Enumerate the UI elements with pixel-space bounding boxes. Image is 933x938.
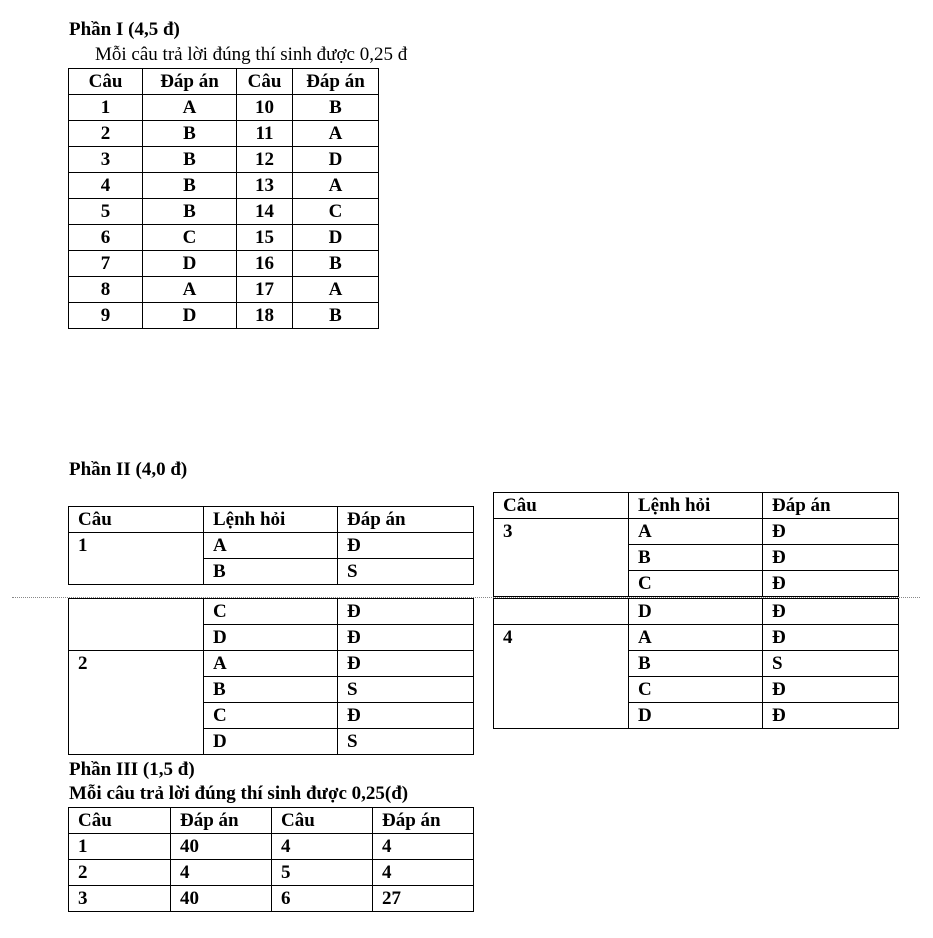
table-row (69, 225, 379, 251)
question-number: 17 (237, 277, 293, 303)
part2-right-table-bottom (493, 598, 899, 729)
question-number: 9 (69, 303, 143, 329)
answer-cell: Đ (763, 599, 899, 625)
statement-label: B (204, 559, 338, 585)
answer-cell: A (293, 121, 379, 147)
answer-cell: D (293, 147, 379, 173)
answer-cell: D (143, 303, 237, 329)
answer-cell: Đ (763, 519, 899, 545)
table-header-row (494, 493, 899, 519)
answer-cell: B (143, 147, 237, 173)
question-number: 2 (69, 121, 143, 147)
part1-answer-table (68, 68, 379, 329)
question-number: 13 (237, 173, 293, 199)
statement-label: C (204, 599, 338, 625)
question-number: 7 (69, 251, 143, 277)
question-number: 2 (69, 860, 171, 886)
question-number: 1 (69, 834, 171, 860)
answer-cell: Đ (338, 599, 474, 625)
statement-label: D (204, 729, 338, 755)
question-number: 8 (69, 277, 143, 303)
table-header-row (69, 808, 474, 834)
part3-subtitle: Mỗi câu trả lời đúng thí sinh được 0,25(đ) (69, 783, 409, 804)
answer-cell: C (293, 199, 379, 225)
question-number: 5 (69, 199, 143, 225)
answer-cell: 4 (373, 834, 474, 860)
table-row (69, 886, 474, 912)
part2-left-table-top (68, 506, 474, 585)
page-break-divider (12, 597, 920, 598)
question-number: 4 (272, 834, 373, 860)
statement-label: D (629, 703, 763, 729)
question-number: 12 (237, 147, 293, 173)
statement-label: B (629, 545, 763, 571)
header-cau: Câu (237, 69, 293, 95)
question-number: 5 (272, 860, 373, 886)
table-header-row (69, 507, 474, 533)
table-row (494, 625, 899, 651)
header-cau: Câu (69, 808, 171, 834)
question-number: 6 (69, 225, 143, 251)
question-number: 4 (69, 173, 143, 199)
table-row (69, 834, 474, 860)
answer-cell: 40 (171, 834, 272, 860)
part2-left-table-bottom (68, 598, 474, 755)
table-row (69, 199, 379, 225)
answer-cell: Đ (763, 677, 899, 703)
part1-title: Phần I (4,5 đ) (69, 19, 180, 40)
table-row (69, 303, 379, 329)
answer-cell: A (293, 277, 379, 303)
answer-cell: A (143, 277, 237, 303)
header-cau: Câu (69, 69, 143, 95)
table-row (69, 533, 474, 559)
question-number: 6 (272, 886, 373, 912)
answer-cell: A (293, 173, 379, 199)
answer-cell: S (763, 651, 899, 677)
continued-question-cell (69, 599, 204, 651)
table-row (69, 860, 474, 886)
answer-cell: 4 (171, 860, 272, 886)
table-row (69, 121, 379, 147)
part2-right-table-top (493, 492, 899, 597)
answer-cell: D (293, 225, 379, 251)
part2-title: Phần II (4,0 đ) (69, 459, 188, 480)
part1-subtitle: Mỗi câu trả lời đúng thí sinh được 0,25 đ (95, 44, 408, 65)
answer-cell: Đ (763, 625, 899, 651)
question-number: 3 (494, 519, 629, 597)
question-number: 14 (237, 199, 293, 225)
table-row (69, 173, 379, 199)
answer-cell: S (338, 677, 474, 703)
statement-label: C (629, 571, 763, 597)
answer-cell: S (338, 559, 474, 585)
answer-cell: Đ (763, 571, 899, 597)
part3-answer-table (68, 807, 474, 912)
answer-cell: 40 (171, 886, 272, 912)
statement-label: D (204, 625, 338, 651)
header-cau: Câu (69, 507, 204, 533)
table-row (69, 599, 474, 625)
answer-cell: D (143, 251, 237, 277)
question-number: 3 (69, 886, 171, 912)
answer-cell: B (143, 121, 237, 147)
header-cau: Câu (272, 808, 373, 834)
answer-cell: Đ (338, 703, 474, 729)
answer-cell: Đ (338, 625, 474, 651)
question-number: 10 (237, 95, 293, 121)
answer-cell: S (338, 729, 474, 755)
answer-cell: B (293, 303, 379, 329)
question-number: 1 (69, 533, 204, 585)
statement-label: D (629, 599, 763, 625)
table-row (69, 147, 379, 173)
header-lenh-hoi: Lệnh hỏi (629, 493, 763, 519)
question-number: 16 (237, 251, 293, 277)
header-lenh-hoi: Lệnh hỏi (204, 507, 338, 533)
header-dap-an: Đáp án (763, 493, 899, 519)
answer-cell: 4 (373, 860, 474, 886)
statement-label: B (204, 677, 338, 703)
answer-cell: B (143, 199, 237, 225)
table-row (69, 251, 379, 277)
table-row (494, 599, 899, 625)
header-cau: Câu (494, 493, 629, 519)
table-header-row (69, 69, 379, 95)
answer-cell: B (293, 251, 379, 277)
statement-label: A (204, 533, 338, 559)
question-number: 1 (69, 95, 143, 121)
header-dap-an: Đáp án (171, 808, 272, 834)
table-row (69, 651, 474, 677)
statement-label: A (204, 651, 338, 677)
answer-cell: Đ (338, 533, 474, 559)
answer-cell: Đ (763, 703, 899, 729)
statement-label: A (629, 625, 763, 651)
statement-label: B (629, 651, 763, 677)
answer-cell: 27 (373, 886, 474, 912)
answer-cell: C (143, 225, 237, 251)
statement-label: C (629, 677, 763, 703)
answer-cell: B (143, 173, 237, 199)
question-number: 2 (69, 651, 204, 755)
answer-cell: B (293, 95, 379, 121)
statement-label: A (629, 519, 763, 545)
statement-label: C (204, 703, 338, 729)
answer-cell: Đ (763, 545, 899, 571)
question-number: 4 (494, 625, 629, 729)
header-dap-an: Đáp án (293, 69, 379, 95)
answer-cell: Đ (338, 651, 474, 677)
header-dap-an: Đáp án (338, 507, 474, 533)
question-number: 3 (69, 147, 143, 173)
continued-question-cell (494, 599, 629, 625)
header-dap-an: Đáp án (373, 808, 474, 834)
table-row (494, 519, 899, 545)
question-number: 15 (237, 225, 293, 251)
part3-title: Phần III (1,5 đ) (69, 759, 195, 780)
table-row (69, 277, 379, 303)
header-dap-an: Đáp án (143, 69, 237, 95)
answer-cell: A (143, 95, 237, 121)
question-number: 11 (237, 121, 293, 147)
table-row (69, 95, 379, 121)
question-number: 18 (237, 303, 293, 329)
